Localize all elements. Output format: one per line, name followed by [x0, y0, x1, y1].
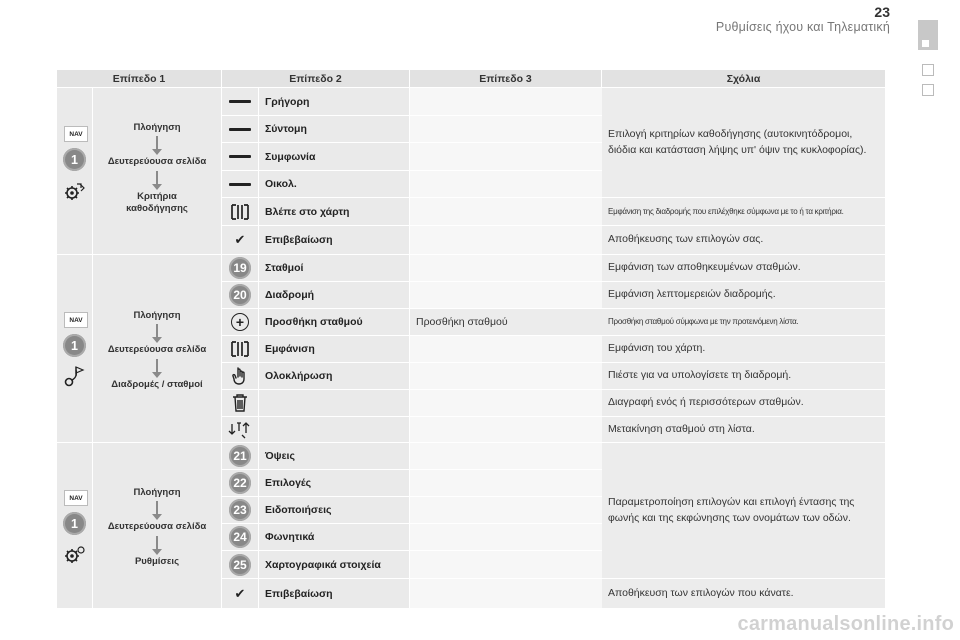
- table-row: [222, 88, 602, 115]
- table-row: [222, 226, 602, 254]
- level3-label: [410, 524, 602, 550]
- table-row: [222, 443, 602, 469]
- step-number-badge: 20: [229, 284, 251, 306]
- level2-label: Διαδρομή: [259, 282, 409, 308]
- level3-label: [410, 282, 602, 308]
- comment-text: Εμφάνιση των αποθηκευμένων σταθμών.: [608, 261, 801, 274]
- step-number-badge: 19: [229, 257, 251, 279]
- level2-label: Σύντομη: [259, 116, 409, 142]
- nav-button-icon: NAV: [64, 312, 88, 328]
- level2-label: Σταθμοί: [259, 255, 409, 281]
- level1-flow: [93, 122, 221, 215]
- map-icon: [230, 340, 250, 358]
- level3-label: [410, 497, 602, 523]
- level1-step: Δευτερεύουσα σελίδα: [107, 156, 207, 168]
- nav-button-icon: NAV: [64, 126, 88, 142]
- comment-cell: [602, 198, 885, 225]
- comment-text: Επιλογή κριτηρίων καθοδήγησης (αυτοκινητόδρομοι, διόδια και κατάσταση λήψης υπ' όψιν της κυκλοφορίας).: [608, 128, 867, 156]
- level2-label: Συμφωνία: [259, 143, 409, 170]
- reference-number: 1: [63, 334, 86, 357]
- horizontal-bar-icon: [229, 128, 251, 131]
- settings-gear-icon: [63, 181, 87, 203]
- table-row: [222, 363, 602, 389]
- reorder-icon: [228, 421, 252, 439]
- table-row: [222, 171, 602, 197]
- arrow-down-icon: [156, 171, 158, 184]
- check-icon: ✔: [234, 232, 246, 247]
- level3-label: [410, 579, 602, 608]
- level1-step: Δευτερεύουσα σελίδα: [107, 344, 207, 356]
- table-row: [222, 116, 602, 142]
- hand-tap-icon: [230, 366, 250, 386]
- settings-table: [57, 70, 885, 610]
- section-tab-box: [922, 64, 934, 76]
- horizontal-bar-icon: [229, 155, 251, 158]
- level2-label: Βλέπε στο χάρτη: [259, 198, 409, 225]
- table-row: [222, 309, 602, 335]
- level3-label: [410, 198, 602, 225]
- table-row: [222, 497, 602, 523]
- table-row: [222, 336, 602, 362]
- nav-button-icon: NAV: [64, 490, 88, 506]
- header-level1: Επίπεδο 1: [57, 70, 221, 87]
- level2-label: Ολοκλήρωση: [259, 363, 409, 389]
- comment-text: Προσθήκη σταθμού σύμφωνα με την προτεινόμενη λίστα.: [608, 317, 799, 327]
- level1-step: Πλοήγηση: [133, 487, 181, 498]
- level3-label: [410, 363, 602, 389]
- level1-step: Διαδρομές / σταθμοί: [111, 378, 203, 390]
- horizontal-bar-icon: [229, 100, 251, 103]
- level2-label: [259, 390, 409, 416]
- header-level3: Επίπεδο 3: [410, 70, 601, 87]
- step-number-badge: 22: [229, 472, 251, 494]
- comment-cell: [602, 390, 885, 416]
- comment-text: Διαγραφή ενός ή περισσότερων σταθμών.: [608, 396, 804, 409]
- level2-label: Εμφάνιση: [259, 336, 409, 362]
- comment-cell: [602, 579, 885, 608]
- level1-flow: [93, 487, 221, 568]
- level3-label: [410, 255, 602, 281]
- block-guidance-criteria: [57, 88, 885, 254]
- arrow-down-icon: [156, 324, 158, 337]
- level3-label: [410, 470, 602, 496]
- arrow-down-icon: [156, 359, 158, 372]
- watermark: carmanualsonline.info: [737, 613, 954, 635]
- reference-number: 1: [63, 148, 86, 171]
- step-number-badge: 25: [229, 554, 251, 576]
- level2-label: Ειδοποιήσεις: [259, 497, 409, 523]
- level3-label: [410, 551, 602, 578]
- route-flag-icon: [63, 365, 87, 389]
- comment-cell: [602, 255, 885, 281]
- level2-label: Φωνητικά: [259, 524, 409, 550]
- level3-label: [410, 116, 602, 142]
- level2-label: Γρήγορη: [259, 88, 409, 115]
- arrow-down-icon: [156, 501, 158, 514]
- step-number-badge: 24: [229, 526, 251, 548]
- table-row: [222, 143, 602, 170]
- block-routes-stations: [57, 255, 885, 442]
- table-row: [222, 524, 602, 550]
- comment-text: Εμφάνιση λεπτομερειών διαδρομής.: [608, 288, 776, 301]
- comment-text: Μετακίνηση σταθμού στη λίστα.: [608, 422, 755, 435]
- map-icon: [230, 203, 250, 221]
- section-tab-box: [922, 84, 934, 96]
- comment-text: Παραμετροποίηση επιλογών και επιλογή έντασης της φωνής και της εκφώνησης των ονομάτων των οδών.: [608, 496, 855, 524]
- check-icon: ✔: [234, 585, 246, 601]
- comment-text: Πιέστε για να υπολογίσετε τη διαδρομή.: [608, 369, 792, 382]
- level2-label: Χαρτογραφικά στοιχεία: [259, 551, 409, 578]
- level2-label: Επιλογές: [259, 470, 409, 496]
- step-number-badge: 23: [229, 499, 251, 521]
- comment-text: Εμφάνιση της διαδρομής που επιλέχθηκε σύμφωνα με το ή τα κριτήρια.: [608, 206, 844, 216]
- comment-cell: [602, 363, 885, 389]
- level1-step: Πλοήγηση: [133, 122, 181, 133]
- level3-label: [410, 171, 602, 197]
- level3-label: [410, 88, 602, 115]
- comment-cell: [602, 417, 885, 442]
- level2-label: [259, 417, 409, 442]
- level1-step: Κριτήρια καθοδήγησης: [126, 190, 188, 215]
- level2-label: Προσθήκη σταθμού: [259, 309, 409, 335]
- table-row: [222, 470, 602, 496]
- section-tab: [918, 20, 938, 50]
- level3-label: Προσθήκη σταθμού: [410, 309, 602, 335]
- step-number-badge: 21: [229, 445, 251, 467]
- comment-text: Εμφάνιση του χάρτη.: [608, 342, 706, 355]
- level1-step: Δευτερεύουσα σελίδα: [107, 521, 207, 533]
- level1-step: Πλοήγηση: [133, 310, 181, 321]
- arrow-down-icon: [156, 536, 158, 549]
- level2-label: Επιβεβαίωση: [259, 226, 409, 254]
- level3-label: [410, 336, 602, 362]
- table-row: [222, 579, 602, 608]
- section-title: Ρυθμίσεις ήχου και Τηλεματική: [715, 20, 890, 34]
- comment-cell: [602, 443, 885, 578]
- reference-number: 1: [63, 512, 86, 535]
- add-circle-icon: +: [231, 313, 249, 331]
- comment-cell: [602, 226, 885, 254]
- level1-step: Ρυθμίσεις: [134, 555, 180, 567]
- level2-label: Όψεις: [259, 443, 409, 469]
- comment-text: Αποθήκευση των επιλογών που κάνατε.: [608, 586, 794, 599]
- level3-label: [410, 226, 602, 254]
- level3-label: [410, 143, 602, 170]
- table-row: [222, 551, 602, 578]
- block-settings: [57, 443, 885, 608]
- level3-label: [410, 390, 602, 416]
- level2-label: Επιβεβαίωση: [259, 579, 409, 608]
- level3-label: [410, 443, 602, 469]
- level1-flow: [93, 310, 221, 391]
- table-row: [222, 198, 602, 225]
- level3-label: [410, 417, 602, 442]
- header-level2: Επίπεδο 2: [222, 70, 409, 87]
- comment-cell: [602, 336, 885, 362]
- arrow-down-icon: [156, 136, 158, 149]
- header-comments: Σχόλια: [602, 70, 885, 87]
- horizontal-bar-icon: [229, 183, 251, 186]
- trash-icon: [232, 394, 248, 412]
- comment-text: Αποθήκευσης των επιλογών σας.: [608, 233, 764, 246]
- table-row: [222, 417, 602, 442]
- table-row: [222, 390, 602, 416]
- level2-label: Οικολ.: [259, 171, 409, 197]
- comment-cell: [602, 282, 885, 308]
- page-number: 23: [874, 4, 890, 20]
- comment-cell: [602, 88, 885, 197]
- table-row: [222, 255, 602, 281]
- settings-gear-icon: [63, 544, 87, 566]
- comment-cell: [602, 309, 885, 335]
- table-row: [222, 282, 602, 308]
